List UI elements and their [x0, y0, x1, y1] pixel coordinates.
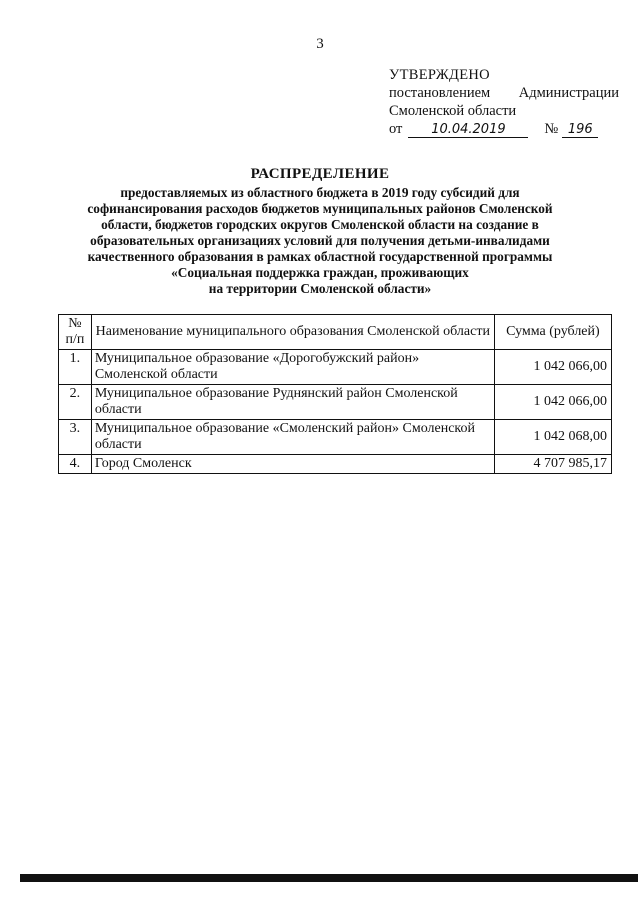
handwritten-date: 10.04.2019 — [408, 122, 528, 138]
subtitle-line: области, бюджетов городских округов Смоленской области на создание в — [101, 217, 539, 232]
row-number: 1. — [59, 350, 92, 385]
row-sum: 1 042 066,00 — [494, 385, 611, 420]
date-prefix: от — [389, 121, 403, 137]
subtitle-line: образовательных организациях условий для получения детьми-инвалидами — [90, 233, 550, 248]
table-row — [59, 455, 612, 474]
row-name: Муниципальное образование «Дорогобужский район» Смоленской области — [91, 350, 494, 385]
row-number: 2. — [59, 385, 92, 420]
subtitle-line: предоставляемых из областного бюджета в 2019 году субсидий для — [120, 185, 520, 200]
table-header-row — [59, 315, 612, 350]
header-sum: Сумма (рублей) — [494, 315, 611, 350]
approval-block — [389, 66, 619, 138]
number-sign: № — [544, 121, 559, 137]
approval-line-decree: постановлением Администрации — [389, 85, 619, 101]
row-number: 4. — [59, 455, 92, 474]
distribution-table — [58, 314, 612, 474]
approval-line-region: Смоленской области — [389, 103, 517, 119]
subtitle-line: софинансирования расходов бюджетов муниципальных районов Смоленской — [87, 201, 553, 216]
table-row — [59, 350, 612, 385]
subtitle-line: «Социальная поддержка граждан, проживающих — [171, 265, 469, 280]
subtitle-line: на территории Смоленской области» — [208, 281, 432, 296]
scan-bottom-bar — [20, 874, 638, 882]
approval-title: УТВЕРЖДЕНО — [389, 67, 490, 83]
header-number: № п/п — [59, 315, 92, 350]
row-name: Муниципальное образование Руднянский район Смоленской области — [91, 385, 494, 420]
row-name: Город Смоленск — [91, 455, 494, 474]
table-row — [59, 385, 612, 420]
row-sum: 1 042 066,00 — [494, 350, 611, 385]
table-row — [59, 420, 612, 455]
header-name: Наименование муниципального образования Смоленской области — [91, 315, 494, 350]
row-sum: 4 707 985,17 — [494, 455, 611, 474]
page-number: 3 — [316, 36, 324, 52]
document-title: РАСПРЕДЕЛЕНИЕ — [250, 166, 390, 182]
row-name: Муниципальное образование «Смоленский район» Смоленской области — [91, 420, 494, 455]
document-heading — [80, 166, 560, 297]
row-number: 3. — [59, 420, 92, 455]
subtitle-line: качественного образования в рамках областной государственной программы — [87, 249, 553, 264]
document-subtitle — [80, 185, 560, 297]
row-sum: 1 042 068,00 — [494, 420, 611, 455]
handwritten-number: 196 — [562, 122, 598, 138]
approval-date-line — [389, 120, 619, 138]
